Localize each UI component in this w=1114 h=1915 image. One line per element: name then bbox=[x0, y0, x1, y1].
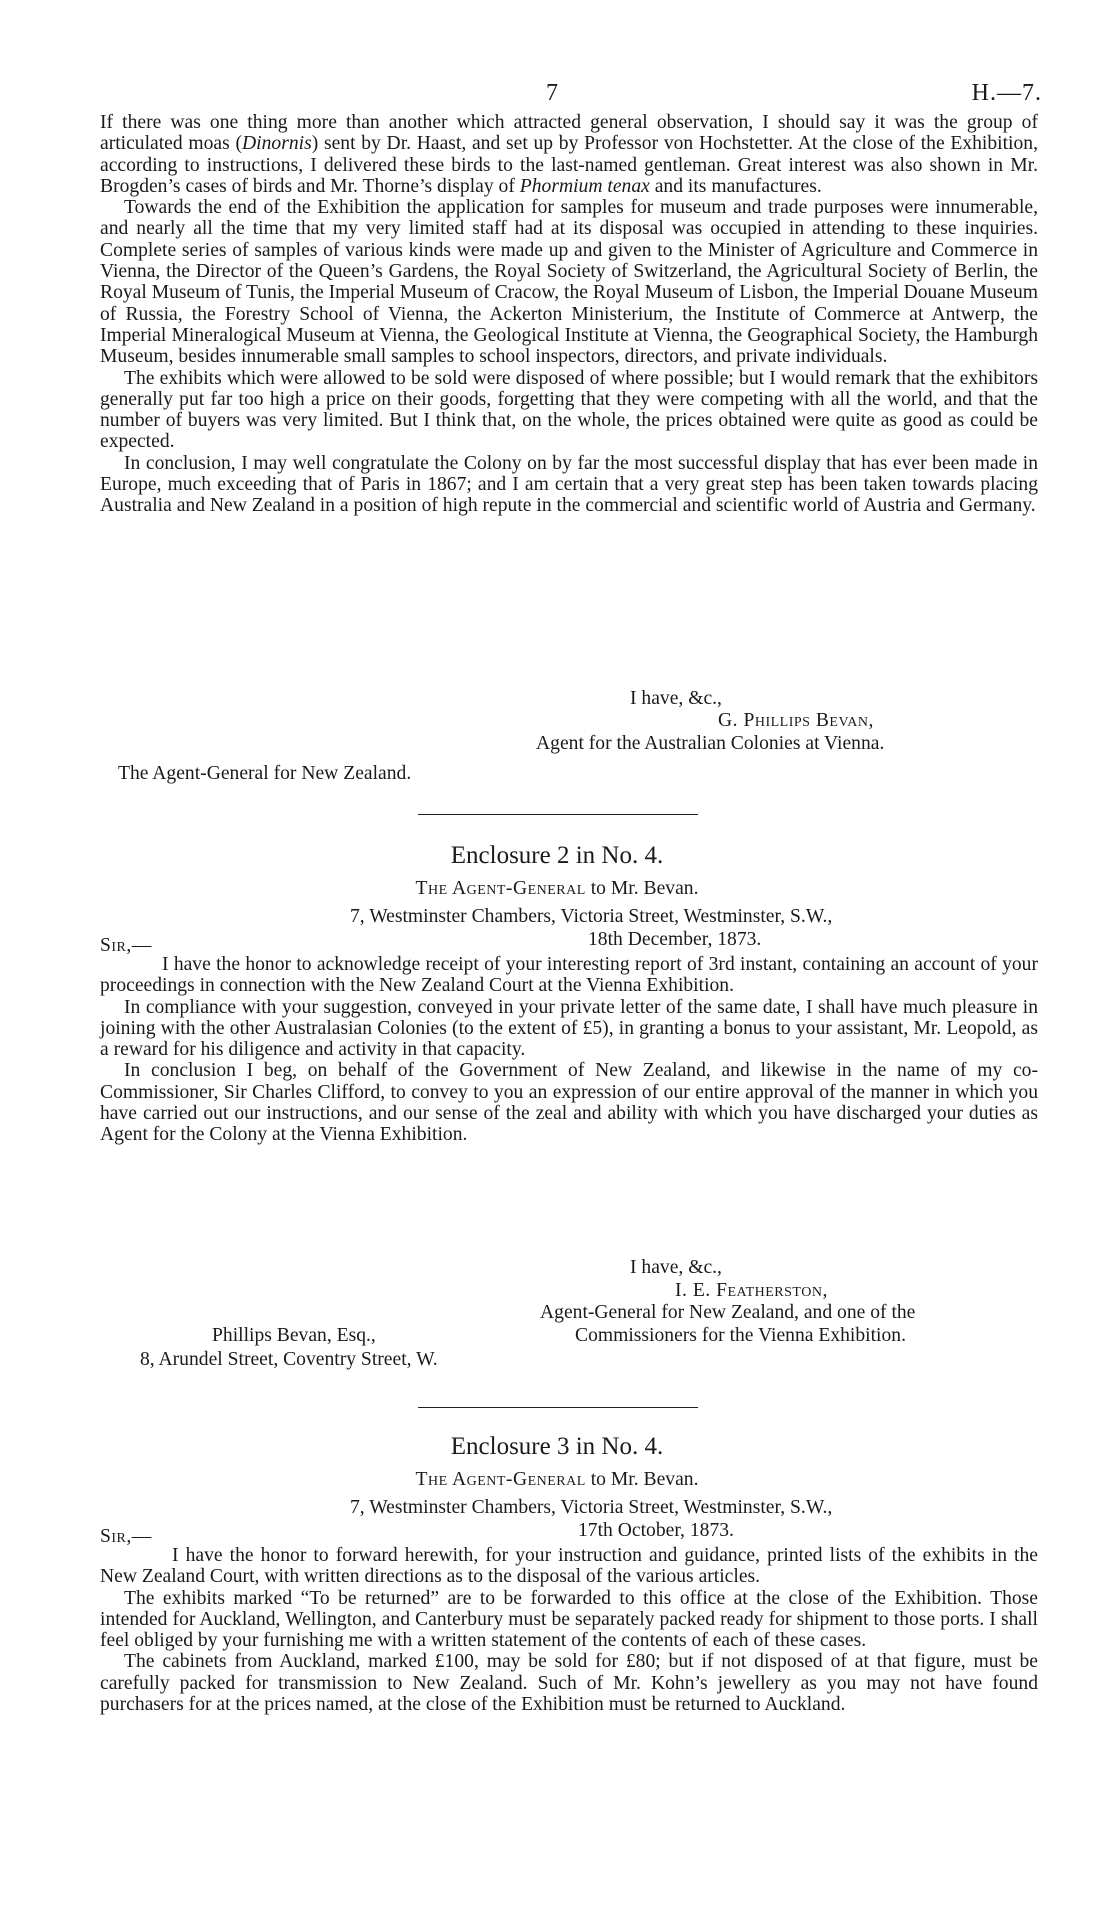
addressee: Phillips Bevan, Esq., bbox=[212, 1325, 376, 1346]
addressee-address: 8, Arundel Street, Coventry Street, W. bbox=[140, 1349, 438, 1370]
heading-to: to Mr. Bevan. bbox=[590, 878, 699, 899]
paragraph: The exhibits marked “To be returned” are to be forwarded to this office at the close of the Exhibition. Those intended for Auckland, Wellington, and Canterbury must be separately packed ready for shipment to those ports. I shall feel obliged by your furnishing me with a written statement of the contents of each of these cases. bbox=[100, 1587, 1038, 1652]
heading-to: to Mr. Bevan. bbox=[590, 1469, 699, 1490]
paragraph: If there was one thing more than another which attracted general observation, I should say it was the group of articulated moas (Dinornis) sent by Dr. Haast, and set up by Professor von Hochstetter. At the close of the Exhibition, according to instructions, I delivered these birds to the last-named gentleman. Great interest was also shown in Mr. Brogden’s cases of birds and Mr. Thorne’s display of Phormium tenax and its manufactures. bbox=[100, 112, 1038, 197]
heading-from: The Agent-General bbox=[415, 878, 586, 899]
sender-address: 7, Westminster Chambers, Victoria Street, Westminster, S.W., bbox=[350, 906, 833, 927]
page-number: 7 bbox=[546, 80, 558, 106]
addressee: The Agent-General for New Zealand. bbox=[118, 763, 412, 784]
paragraph: In conclusion I beg, on behalf of the Government of New Zealand, and likewise in the name of my co-Commissioner, Sir Charles Clifford, to convey to you an expression of our entire approval of the manner in which you have carried out our instructions, and our sense of the zeal and ability with which you have discharged your duties as Agent for the Colony at the Vienna Exhibition. bbox=[100, 1060, 1038, 1146]
paragraph: In compliance with your suggestion, conveyed in your private letter of the same date, I shall have much pleasure in joining with the other Australasian Colonies (to the extent of £5), in granting a bonus to your assistant, Mr. Leopold, as a reward for his diligence and activity in that capacity. bbox=[100, 996, 1038, 1061]
closing: I have, &c., bbox=[630, 1257, 722, 1278]
letter-date: 17th October, 1873. bbox=[578, 1520, 734, 1541]
sender-address: 7, Westminster Chambers, Victoria Street, Westminster, S.W., bbox=[350, 1497, 833, 1518]
paragraph: I have the honor to acknowledge receipt of your interesting report of 3rd instant, containing an account of your proceedings in connection with the New Zealand Court at the Vienna Exhibition. bbox=[100, 954, 1038, 997]
paragraph: The exhibits which were allowed to be sold were disposed of where possible; but I would remark that the exhibitors generally put far too high a price on their goods, forgetting that they were competing with all the world, and that the number of buyers was very limited. But I think that, on the whole, the prices obtained were quite as good as could be expected. bbox=[100, 367, 1038, 453]
letter-heading bbox=[0, 1469, 1114, 1491]
signature-title: Agent-General for New Zealand, and one of the bbox=[540, 1302, 916, 1323]
divider bbox=[418, 1407, 698, 1408]
signature: I. E. Featherston, bbox=[675, 1280, 828, 1301]
letter-body bbox=[100, 954, 1038, 1146]
closing: I have, &c., bbox=[630, 688, 722, 709]
document-reference: H.—7. bbox=[971, 80, 1042, 106]
letter-body bbox=[100, 1545, 1038, 1715]
letter-body bbox=[100, 112, 1038, 517]
signature-title: Commissioners for the Vienna Exhibition. bbox=[575, 1325, 906, 1346]
paragraph: In conclusion, I may well congratulate the Colony on by far the most successful display that has ever been made in Europe, much exceeding that of Paris in 1867; and I am certain that a very great step has been taken towards placing Australia and New Zealand in a position of high repute in the commercial and scientific world of Austria and Germany. bbox=[100, 452, 1038, 517]
enclosure-title: Enclosure 3 in No. 4. bbox=[450, 1433, 664, 1460]
enclosure-title: Enclosure 2 in No. 4. bbox=[450, 842, 664, 869]
salutation: Sir,— bbox=[100, 1526, 152, 1547]
heading-from: The Agent-General bbox=[415, 1469, 586, 1490]
paragraph: Towards the end of the Exhibition the application for samples for museum and trade purposes were innumerable, and nearly all the time that my very limited staff had at its disposal was occupied in attending to these inquiries. Complete series of samples of various kinds were made up and given to the Minister of Agriculture and Commerce in Vienna, the Director of the Queen’s Gardens, the Royal Society of Switzerland, the Agricultural Society of Berlin, the Royal Museum of Tunis, the Imperial Museum of Cracow, the Royal Museum of Lisbon, the Imperial Douane Museum of Russia, the Forestry School of Vienna, the Ackerton Ministerium, the Institute of Commerce at Antwerp, the Imperial Mineralogical Museum at Vienna, the Geological Institute at Vienna, the Geographical Society, the Hamburgh Museum, besides innumerable small samples to school inspectors, directors, and private individuals. bbox=[100, 197, 1039, 368]
salutation: Sir,— bbox=[100, 935, 152, 956]
paragraph: The cabinets from Auckland, marked £100, may be sold for £80; but if not disposed of at that figure, must be carefully packed for transmission to New Zealand. Such of Mr. Kohn’s jewellery as you may not have found purchasers for at the prices named, at the close of the Exhibition must be returned to Auckland. bbox=[100, 1651, 1038, 1716]
signature: G. Phillips Bevan, bbox=[718, 710, 874, 731]
divider bbox=[418, 814, 698, 815]
paragraph: I have the honor to forward herewith, for your instruction and guidance, printed lists of the exhibits in the New Zealand Court, with written directions as to the disposal of the various articles. bbox=[100, 1545, 1038, 1588]
letter-date: 18th December, 1873. bbox=[588, 929, 762, 950]
letter-heading bbox=[0, 878, 1114, 900]
signature-title: Agent for the Australian Colonies at Vienna. bbox=[536, 733, 885, 754]
